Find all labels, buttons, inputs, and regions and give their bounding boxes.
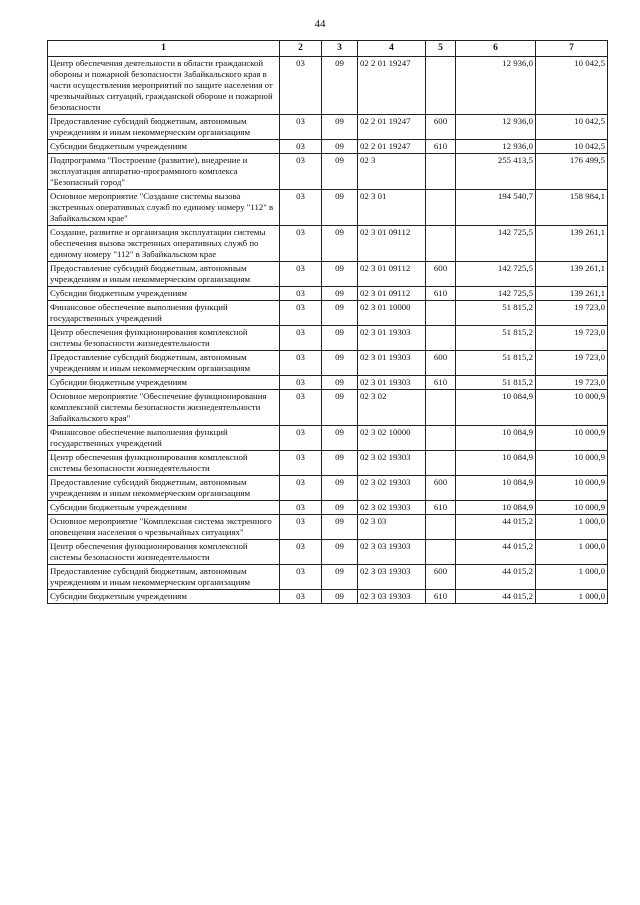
row-expense-type (426, 426, 456, 451)
row-target-article: 02 3 01 19303 (358, 351, 426, 376)
row-amount-1: 51 815,2 (456, 376, 536, 390)
row-amount-1: 44 015,2 (456, 590, 536, 604)
row-expense-type (426, 190, 456, 226)
row-section: 03 (280, 301, 322, 326)
row-target-article: 02 3 01 09112 (358, 226, 426, 262)
table-row (48, 115, 608, 140)
row-amount-2: 10 000,9 (536, 476, 608, 501)
row-amount-2: 139 261,1 (536, 226, 608, 262)
row-section: 03 (280, 565, 322, 590)
row-amount-2: 176 499,5 (536, 154, 608, 190)
row-subsection: 09 (322, 590, 358, 604)
row-section: 03 (280, 326, 322, 351)
row-subsection: 09 (322, 351, 358, 376)
row-subsection: 09 (322, 326, 358, 351)
row-expense-type (426, 390, 456, 426)
row-name: Предоставление субсидий бюджетным, автономным учреждениям и иным некоммерческим организациям (48, 262, 280, 287)
table-row (48, 390, 608, 426)
row-expense-type (426, 301, 456, 326)
row-section: 03 (280, 287, 322, 301)
row-amount-2: 19 723,0 (536, 351, 608, 376)
row-amount-2: 19 723,0 (536, 376, 608, 390)
row-section: 03 (280, 390, 322, 426)
row-amount-1: 10 084,9 (456, 501, 536, 515)
row-subsection: 09 (322, 226, 358, 262)
row-subsection: 09 (322, 390, 358, 426)
row-name: Предоставление субсидий бюджетным, автономным учреждениям и иным некоммерческим организациям (48, 476, 280, 501)
row-section: 03 (280, 154, 322, 190)
row-subsection: 09 (322, 565, 358, 590)
table-row (48, 565, 608, 590)
row-name: Центр обеспечения деятельности в области гражданской обороны и пожарной безопасности Забайкальского края в части осуществления мероприятий по защите населения от чрезвычайных ситуаций, гражданской обороне и пожарной безопасности (48, 57, 280, 115)
row-amount-1: 51 815,2 (456, 326, 536, 351)
row-amount-1: 51 815,2 (456, 301, 536, 326)
row-name: Центр обеспечения функционирования комплексной системы безопасности жизнедеятельности (48, 540, 280, 565)
row-name: Основное мероприятие "Комплексная система экстренного оповещения населения о чрезвычайных ситуациях" (48, 515, 280, 540)
row-amount-1: 142 725,5 (456, 226, 536, 262)
row-section: 03 (280, 115, 322, 140)
row-section: 03 (280, 501, 322, 515)
row-amount-2: 10 000,9 (536, 451, 608, 476)
row-expense-type: 600 (426, 115, 456, 140)
page-number: 44 (314, 18, 326, 30)
row-section: 03 (280, 376, 322, 390)
table-row (48, 301, 608, 326)
table-row (48, 590, 608, 604)
row-amount-2: 10 042,5 (536, 115, 608, 140)
table-row (48, 57, 608, 115)
row-expense-type: 610 (426, 287, 456, 301)
row-target-article: 02 3 01 10000 (358, 301, 426, 326)
row-expense-type (426, 154, 456, 190)
row-subsection: 09 (322, 540, 358, 565)
row-amount-2: 10 000,9 (536, 501, 608, 515)
row-amount-1: 12 936,0 (456, 57, 536, 115)
row-amount-2: 1 000,0 (536, 515, 608, 540)
row-amount-1: 142 725,5 (456, 287, 536, 301)
row-expense-type (426, 326, 456, 351)
row-target-article: 02 3 01 09112 (358, 287, 426, 301)
row-section: 03 (280, 262, 322, 287)
row-amount-1: 10 084,9 (456, 426, 536, 451)
row-section: 03 (280, 451, 322, 476)
row-amount-1: 10 084,9 (456, 476, 536, 501)
budget-table (47, 40, 608, 604)
column-header: 5 (426, 41, 456, 57)
table-row (48, 451, 608, 476)
row-name: Финансовое обеспечение выполнения функций государственных учреждений (48, 426, 280, 451)
table-row (48, 376, 608, 390)
row-section: 03 (280, 351, 322, 376)
row-section: 03 (280, 476, 322, 501)
row-target-article: 02 3 01 (358, 190, 426, 226)
row-amount-1: 44 015,2 (456, 565, 536, 590)
row-target-article: 02 3 (358, 154, 426, 190)
row-subsection: 09 (322, 57, 358, 115)
row-section: 03 (280, 515, 322, 540)
row-amount-1: 194 540,7 (456, 190, 536, 226)
table-row (48, 140, 608, 154)
row-amount-2: 158 984,1 (536, 190, 608, 226)
row-amount-1: 255 413,5 (456, 154, 536, 190)
row-name: Финансовое обеспечение выполнения функций государственных учреждений (48, 301, 280, 326)
row-amount-2: 139 261,1 (536, 287, 608, 301)
row-subsection: 09 (322, 140, 358, 154)
row-expense-type (426, 451, 456, 476)
column-header: 1 (48, 41, 280, 57)
row-target-article: 02 3 02 19303 (358, 501, 426, 515)
row-subsection: 09 (322, 426, 358, 451)
row-expense-type: 610 (426, 501, 456, 515)
row-subsection: 09 (322, 190, 358, 226)
row-subsection: 09 (322, 451, 358, 476)
table-row (48, 501, 608, 515)
row-amount-2: 1 000,0 (536, 540, 608, 565)
row-amount-2: 10 042,5 (536, 57, 608, 115)
row-section: 03 (280, 226, 322, 262)
table-row (48, 515, 608, 540)
row-amount-1: 142 725,5 (456, 262, 536, 287)
row-name: Создание, развитие и организация эксплуатации системы обеспечения вызова экстренных оперативных служб по единому номеру "112" в Забайкальском крае (48, 226, 280, 262)
row-amount-1: 12 936,0 (456, 115, 536, 140)
row-target-article: 02 3 02 19303 (358, 476, 426, 501)
row-name: Центр обеспечения функционирования комплексной системы безопасности жизнедеятельности (48, 451, 280, 476)
row-expense-type: 600 (426, 351, 456, 376)
row-amount-1: 10 084,9 (456, 451, 536, 476)
row-section: 03 (280, 540, 322, 565)
row-name: Предоставление субсидий бюджетным, автономным учреждениям и иным некоммерческим организациям (48, 565, 280, 590)
row-target-article: 02 3 03 19303 (358, 565, 426, 590)
row-target-article: 02 3 03 (358, 515, 426, 540)
row-target-article: 02 3 02 19303 (358, 451, 426, 476)
table-row (48, 262, 608, 287)
row-section: 03 (280, 590, 322, 604)
column-header: 6 (456, 41, 536, 57)
row-target-article: 02 3 03 19303 (358, 540, 426, 565)
row-name: Субсидии бюджетным учреждениям (48, 501, 280, 515)
column-header: 3 (322, 41, 358, 57)
row-amount-2: 10 000,9 (536, 426, 608, 451)
row-name: Субсидии бюджетным учреждениям (48, 140, 280, 154)
row-name: Субсидии бюджетным учреждениям (48, 287, 280, 301)
row-section: 03 (280, 140, 322, 154)
row-expense-type: 610 (426, 376, 456, 390)
row-expense-type: 610 (426, 590, 456, 604)
table-body (48, 57, 608, 604)
row-section: 03 (280, 57, 322, 115)
row-target-article: 02 3 03 19303 (358, 590, 426, 604)
row-amount-1: 44 015,2 (456, 515, 536, 540)
row-name: Центр обеспечения функционирования комплексной системы безопасности жизнедеятельности (48, 326, 280, 351)
table-row (48, 476, 608, 501)
row-subsection: 09 (322, 115, 358, 140)
row-target-article: 02 3 02 (358, 390, 426, 426)
row-target-article: 02 3 01 09112 (358, 262, 426, 287)
table-row (48, 351, 608, 376)
row-amount-2: 139 261,1 (536, 262, 608, 287)
row-amount-2: 1 000,0 (536, 565, 608, 590)
row-subsection: 09 (322, 501, 358, 515)
row-expense-type: 600 (426, 565, 456, 590)
row-name: Подпрограмма "Построение (развитие), внедрение и эксплуатация аппаратно-программного комплекса "Безопасный город" (48, 154, 280, 190)
row-subsection: 09 (322, 154, 358, 190)
row-target-article: 02 2 01 19247 (358, 140, 426, 154)
row-name: Основное мероприятие "Обеспечение функционирования комплексной системы безопасности жизнедеятельности Забайкальского края" (48, 390, 280, 426)
row-subsection: 09 (322, 262, 358, 287)
row-name: Субсидии бюджетным учреждениям (48, 590, 280, 604)
row-name: Основное мероприятие "Создание системы вызова экстренных оперативных служб по единому номеру "112" в Забайкальском крае" (48, 190, 280, 226)
row-amount-1: 12 936,0 (456, 140, 536, 154)
row-expense-type: 600 (426, 476, 456, 501)
row-subsection: 09 (322, 376, 358, 390)
table-header-row (48, 41, 608, 57)
row-target-article: 02 3 02 10000 (358, 426, 426, 451)
row-name: Субсидии бюджетным учреждениям (48, 376, 280, 390)
table-row (48, 287, 608, 301)
table-row (48, 540, 608, 565)
table-row (48, 154, 608, 190)
row-target-article: 02 3 01 19303 (358, 326, 426, 351)
row-name: Предоставление субсидий бюджетным, автономным учреждениям и иным некоммерческим организациям (48, 115, 280, 140)
row-subsection: 09 (322, 476, 358, 501)
row-amount-1: 51 815,2 (456, 351, 536, 376)
table-row (48, 190, 608, 226)
row-amount-2: 19 723,0 (536, 326, 608, 351)
row-target-article: 02 2 01 19247 (358, 115, 426, 140)
row-subsection: 09 (322, 287, 358, 301)
row-name: Предоставление субсидий бюджетным, автономным учреждениям и иным некоммерческим организациям (48, 351, 280, 376)
column-header: 7 (536, 41, 608, 57)
row-expense-type (426, 515, 456, 540)
row-target-article: 02 3 01 19303 (358, 376, 426, 390)
table-row (48, 326, 608, 351)
row-expense-type (426, 226, 456, 262)
row-subsection: 09 (322, 301, 358, 326)
row-subsection: 09 (322, 515, 358, 540)
table-row (48, 426, 608, 451)
row-amount-2: 10 000,9 (536, 390, 608, 426)
row-amount-2: 1 000,0 (536, 590, 608, 604)
row-section: 03 (280, 426, 322, 451)
column-header: 4 (358, 41, 426, 57)
row-expense-type: 610 (426, 140, 456, 154)
row-expense-type (426, 540, 456, 565)
column-header: 2 (280, 41, 322, 57)
row-amount-1: 10 084,9 (456, 390, 536, 426)
row-amount-2: 19 723,0 (536, 301, 608, 326)
table-row (48, 226, 608, 262)
row-expense-type (426, 57, 456, 115)
row-amount-1: 44 015,2 (456, 540, 536, 565)
row-section: 03 (280, 190, 322, 226)
row-expense-type: 600 (426, 262, 456, 287)
row-amount-2: 10 042,5 (536, 140, 608, 154)
row-target-article: 02 2 01 19247 (358, 57, 426, 115)
